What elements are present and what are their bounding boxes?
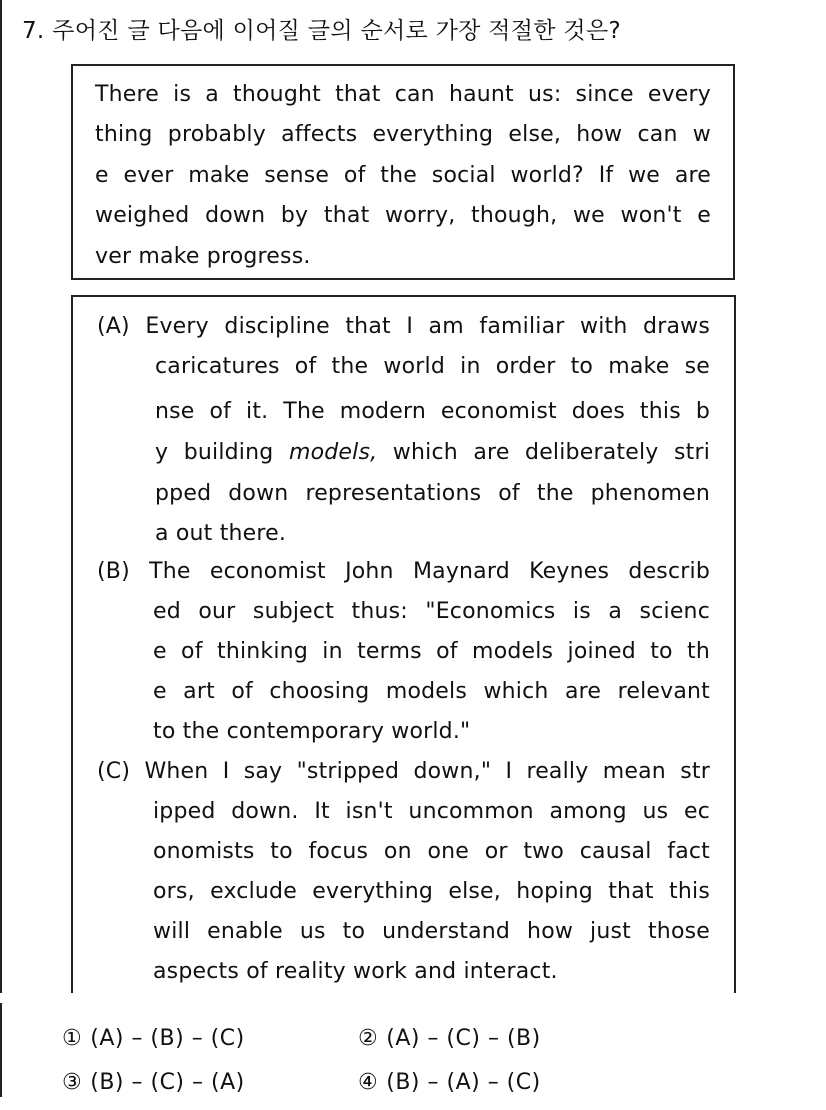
option-a-line-with-italic — [155, 438, 710, 468]
option-c-label: (C) — [97, 759, 131, 784]
option-b-line: e art of choosing models which are relevant — [153, 679, 710, 704]
choice-text: (B) – (C) – (A) — [90, 1070, 245, 1095]
option-c-line: ors, exclude everything else, hoping that this — [153, 879, 710, 904]
option-a-segment: which are deliberately stri — [392, 440, 711, 465]
choice-number: ③ — [62, 1070, 83, 1095]
left-margin-rule-lower — [0, 1003, 2, 1097]
choice-text: (B) – (A) – (C) — [386, 1070, 541, 1095]
option-b-text: The economist John Maynard Keynes describ — [149, 559, 710, 584]
choice-text: (A) – (C) – (B) — [386, 1026, 541, 1051]
option-a-segment: y building — [155, 440, 274, 465]
option-c-line: aspects of reality work and interact. — [153, 959, 558, 984]
option-b-first-line — [97, 557, 710, 587]
option-b-line: ed our subject thus: "Economics is a scienc — [153, 599, 710, 624]
option-a-line: a out there. — [155, 521, 287, 546]
option-c-first-line — [97, 757, 710, 787]
option-a-first-line — [97, 312, 710, 342]
answer-choice-2[interactable] — [358, 1022, 654, 1056]
choice-text: (A) – (B) – (C) — [90, 1026, 245, 1051]
option-a-italic-word: models, — [288, 440, 378, 465]
choice-number: ② — [358, 1026, 379, 1051]
answer-choice-1[interactable] — [62, 1022, 358, 1056]
question-text: 주어진 글 다음에 이어질 글의 순서로 가장 적절한 것은? — [52, 18, 621, 44]
answer-row — [62, 1022, 654, 1066]
option-b-line: to the contemporary world." — [153, 719, 471, 744]
choice-number: ① — [62, 1026, 83, 1051]
given-passage-box — [71, 64, 735, 280]
ordering-options-box — [71, 295, 736, 993]
option-a-line: caricatures of the world in order to make se — [155, 354, 710, 379]
option-c-line: ipped down. It isn't uncommon among us ec — [153, 799, 710, 824]
option-a-line: pped down representations of the phenomen — [155, 481, 710, 506]
question-heading — [22, 12, 621, 45]
option-b-label: (B) — [97, 559, 130, 584]
answer-choice-4[interactable] — [358, 1066, 654, 1100]
passage-line: ver make progress. — [95, 243, 311, 269]
option-a-line: nse of it. The modern economist does this b — [155, 399, 710, 424]
option-a-label: (A) — [97, 314, 130, 339]
option-b-line: e of thinking in terms of models joined to th — [153, 639, 710, 664]
passage-line: thing probably affects everything else, how can w — [95, 122, 711, 148]
passage-line: e ever make sense of the social world? If we are — [95, 162, 711, 188]
passage-line: There is a thought that can haunt us: since every — [95, 82, 711, 107]
answer-row — [62, 1066, 654, 1110]
option-c-line: onomists to focus on one or two causal fact — [153, 839, 710, 864]
option-a-text: Every discipline that I am familiar with draws — [145, 314, 710, 339]
option-c-text: When I say "stripped down," I really mean str — [144, 759, 710, 784]
answer-choice-3[interactable] — [62, 1066, 358, 1100]
choice-number: ④ — [358, 1070, 379, 1095]
option-c-line: will enable us to understand how just those — [153, 919, 710, 944]
left-margin-rule — [0, 0, 2, 993]
question-number: 7. — [22, 18, 45, 44]
passage-line: weighed down by that worry, though, we won't e — [95, 203, 711, 229]
